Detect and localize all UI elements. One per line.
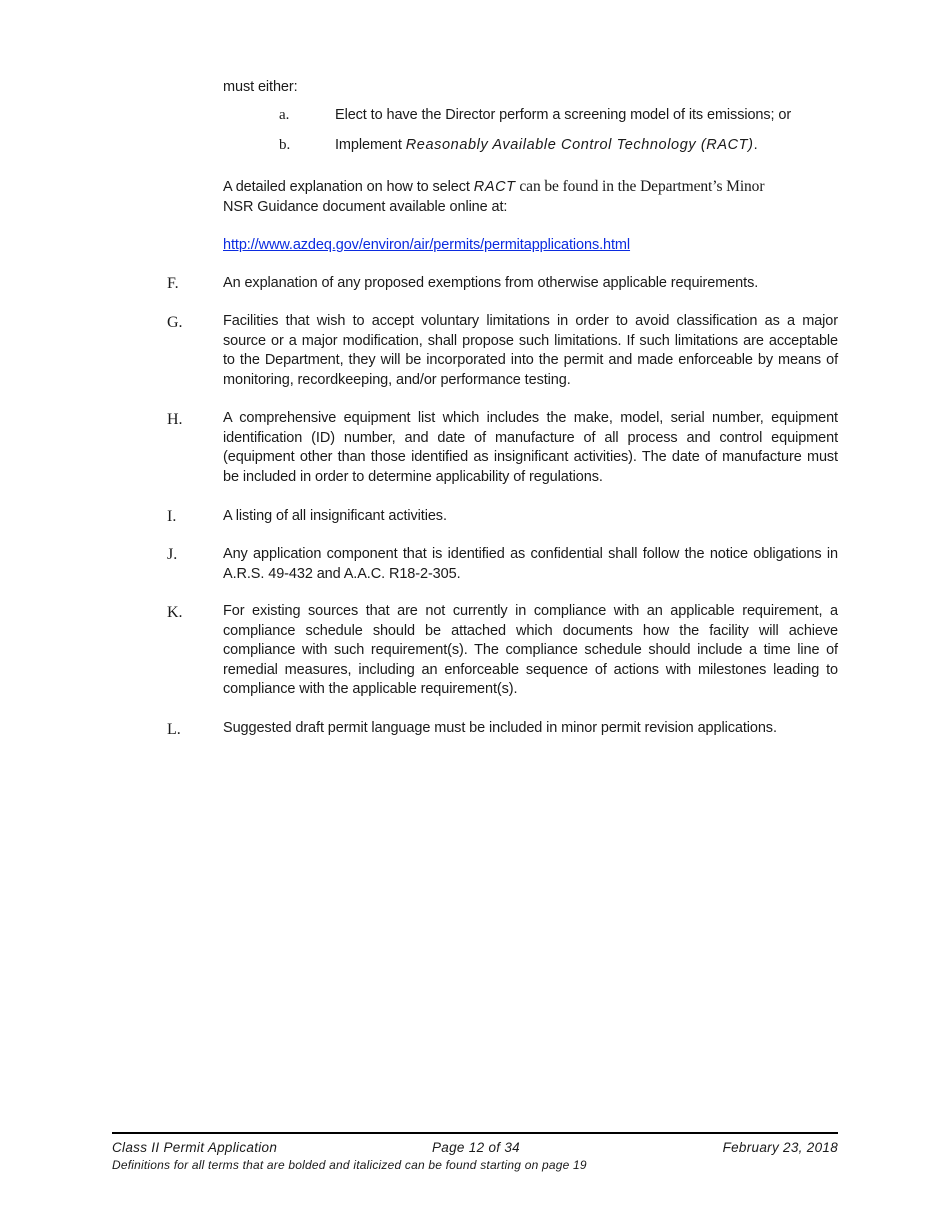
item-text-j: Any application component that is identified as confidential shall follow the notice obligations in A.R.S. 49-432 and A.A.C. R18-2-305. xyxy=(223,546,838,582)
guidance-url-link[interactable]: http://www.azdeq.gov/environ/air/permits/permitapplications.html xyxy=(223,237,631,253)
item-letter-i: I. xyxy=(167,508,177,525)
ract-explanation xyxy=(223,177,838,217)
item-letter-l: L. xyxy=(167,721,181,738)
ract-term: Reasonably Available Control Technology (RACT) xyxy=(405,137,754,153)
footer-date: February 23, 2018 xyxy=(722,1140,838,1155)
item-text-f: An explanation of any proposed exemptions from otherwise applicable requirements. xyxy=(223,275,759,291)
item-letter-g: G. xyxy=(167,314,183,331)
item-letter-k: K. xyxy=(167,604,183,621)
sub-item-b-suffix: . xyxy=(753,137,758,153)
item-text-i: A listing of all insignificant activities. xyxy=(223,508,447,524)
item-text-k: For existing sources that are not currently in compliance with an applicable requirement, a compliance schedule should be attached which documents how the facility will achieve compliance with such requirement(s). The compliance schedule should include a time line of remedial measures, including an enforceable sequence of actions with milestones leading to compliance with the applicable requirement(s). xyxy=(223,603,838,698)
footer-divider xyxy=(112,1132,838,1134)
sub-item-b-prefix: Implement xyxy=(335,137,406,153)
item-letter-h: H. xyxy=(167,411,183,428)
footer-page-number: Page 12 of 34 xyxy=(432,1140,520,1155)
guidance-url-line xyxy=(223,236,838,256)
item-text-h: A comprehensive equipment list which includes the make, model, serial number, equipment identification (ID) number, and date of manufacture of all process and control equipment (equipment other than those identified as insignificant activities). The date of manufacture must be included in order to determine applicability of regulations. xyxy=(223,410,838,485)
item-letter-j: J. xyxy=(167,546,178,563)
sub-item-text-b xyxy=(335,136,840,156)
footer-document-title: Class II Permit Application xyxy=(112,1140,278,1155)
item-letter-f: F. xyxy=(167,275,179,292)
ract-term-inline: RACT xyxy=(473,179,516,195)
sub-item-text-a: Elect to have the Director perform a screening model of its emissions; or xyxy=(335,107,792,123)
sub-item-letter-a: a. xyxy=(279,107,290,123)
footer-definitions-note: Definitions for all terms that are bolded and italicized can be found starting on page 19 xyxy=(112,1158,587,1172)
explanation-before: A detailed explanation on how to select xyxy=(223,179,474,195)
item-text-g: Facilities that wish to accept voluntary limitations in order to avoid classification as a major source or a major modification, shall propose such limitations. If such limitations are acceptable to the Department, they will be incorporated into the permit and made enforceable by means of monitoring, recordkeeping, and/or performance testing. xyxy=(223,313,838,388)
intro-lead: must either: xyxy=(223,79,298,95)
item-text-l: Suggested draft permit language must be included in minor permit revision applications. xyxy=(223,720,777,736)
explanation-after: NSR Guidance document available online at: xyxy=(223,198,508,215)
sub-item-letter-b: b. xyxy=(279,137,291,153)
explanation-middle: can be found in the Department’s Minor xyxy=(515,178,765,195)
